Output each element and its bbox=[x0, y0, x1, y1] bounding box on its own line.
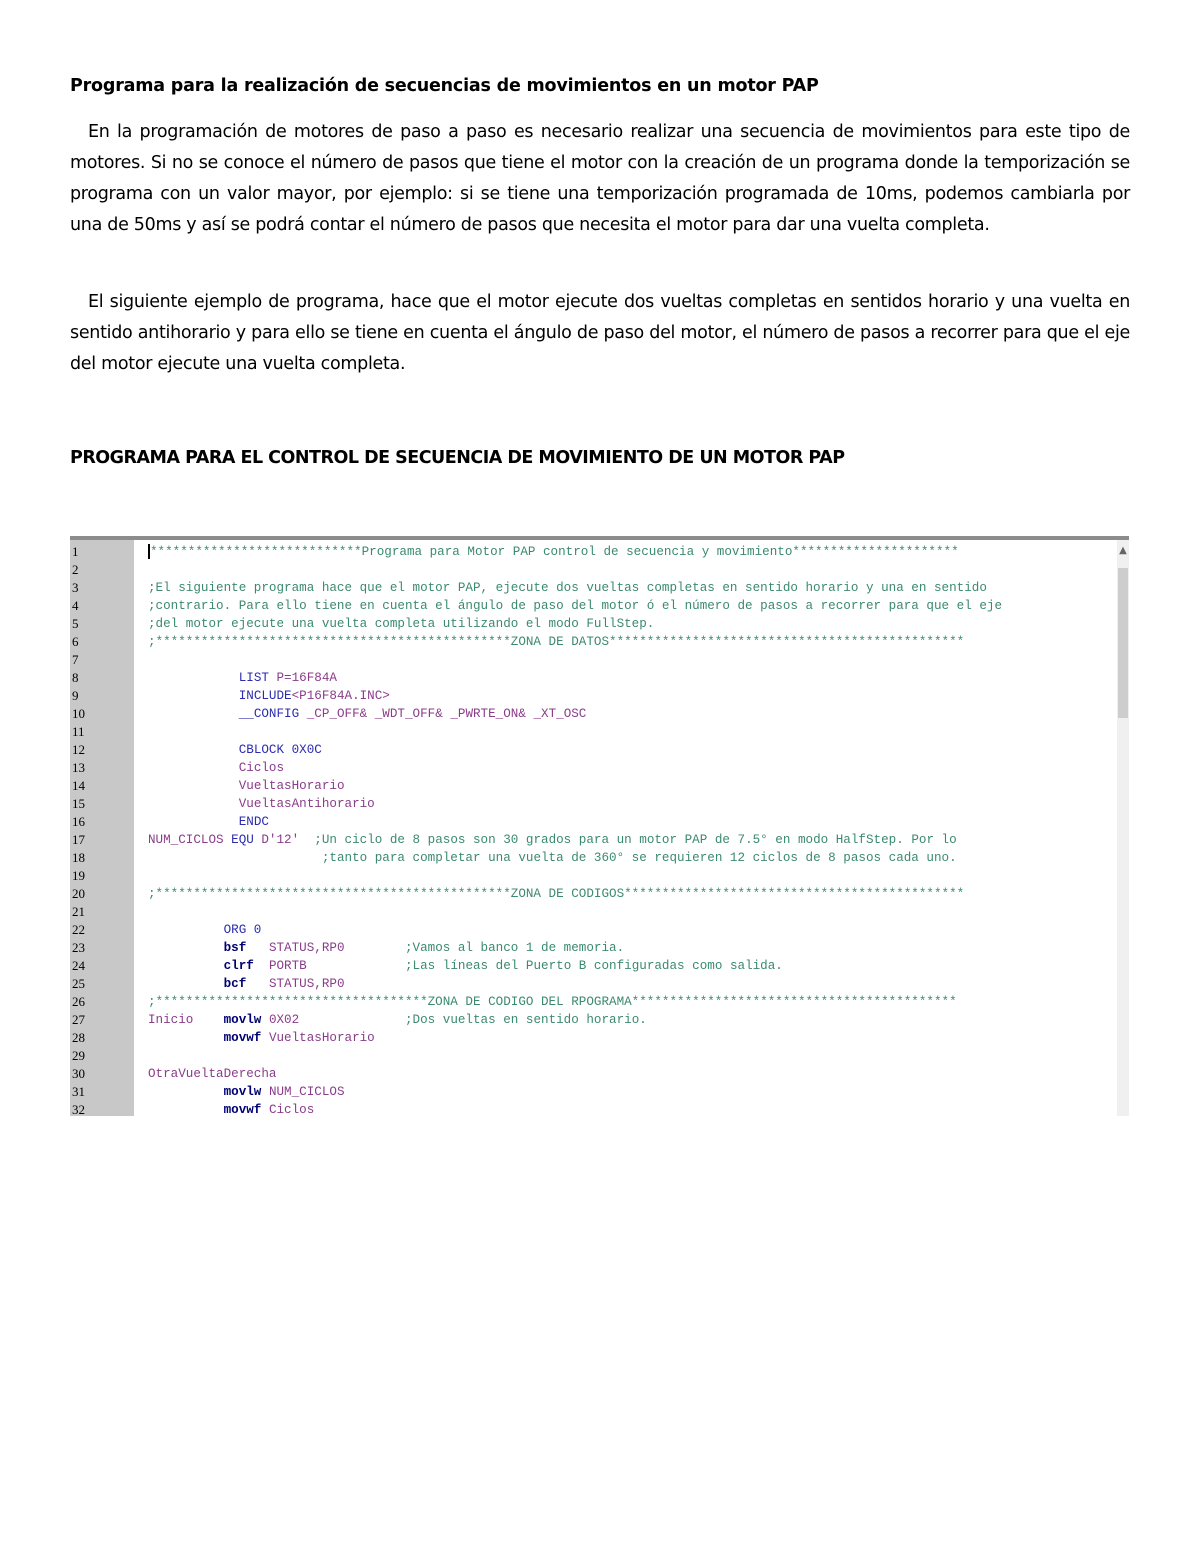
code-text bbox=[148, 615, 654, 633]
line-number: 4 bbox=[72, 598, 79, 613]
line-number: 13 bbox=[72, 760, 85, 775]
code-text bbox=[148, 669, 337, 687]
line-number: 16 bbox=[72, 814, 85, 829]
code-token: movlw bbox=[223, 1085, 269, 1099]
code-line bbox=[70, 669, 1115, 687]
line-number: 28 bbox=[72, 1030, 85, 1045]
code-line bbox=[70, 1047, 1115, 1065]
code-line bbox=[70, 705, 1115, 723]
line-number: 3 bbox=[72, 580, 79, 595]
code-token bbox=[148, 941, 224, 955]
code-token: <P16F84A.INC> bbox=[291, 689, 390, 703]
code-token: OtraVueltaDerecha bbox=[148, 1067, 277, 1081]
code-token: ;del motor ejecute una vuelta completa utilizando el modo FullStep. bbox=[148, 617, 655, 631]
code-token: LIST bbox=[238, 671, 277, 685]
code-token: ;Vamos al banco 1 de memoria. bbox=[344, 941, 625, 955]
code-text bbox=[148, 975, 345, 993]
code-line bbox=[70, 579, 1115, 597]
code-text bbox=[148, 885, 964, 903]
code-line bbox=[70, 615, 1115, 633]
code-text bbox=[148, 1065, 276, 1083]
code-token: ;***********************************************ZONA DE CODIGOS********************************************* bbox=[148, 887, 965, 901]
line-number: 21 bbox=[72, 904, 85, 919]
line-number: 22 bbox=[72, 922, 85, 937]
code-text bbox=[148, 1011, 647, 1029]
code-token bbox=[148, 959, 224, 973]
code-line bbox=[70, 885, 1115, 903]
scrollbar-thumb[interactable] bbox=[1118, 568, 1128, 718]
code-text bbox=[148, 633, 964, 651]
code-token: movwf bbox=[223, 1103, 269, 1116]
code-token: VueltasAntihorario bbox=[238, 797, 375, 811]
code-text bbox=[148, 993, 957, 1011]
code-line bbox=[70, 993, 1115, 1011]
code-line bbox=[70, 1065, 1115, 1083]
code-token: ;***********************************************ZONA DE DATOS*********************************************** bbox=[148, 635, 965, 649]
code-text bbox=[148, 543, 959, 561]
line-number: 24 bbox=[72, 958, 85, 973]
line-number: 32 bbox=[72, 1102, 85, 1116]
program-heading: PROGRAMA PARA EL CONTROL DE SECUENCIA DE MOVIMIENTO DE UN MOTOR PAP bbox=[70, 448, 845, 468]
line-number: 31 bbox=[72, 1084, 85, 1099]
code-text bbox=[148, 849, 957, 867]
code-text bbox=[148, 921, 261, 939]
code-text bbox=[148, 579, 987, 597]
code-token: ;Un ciclo de 8 pasos son 30 grados para un motor PAP de 7.5° en modo HalfStep. Por lo bbox=[299, 833, 957, 847]
code-token: STATUS,RP0 bbox=[268, 977, 345, 991]
code-token: VueltasHorario bbox=[238, 779, 345, 793]
example-paragraph: El siguiente ejemplo de programa, hace que el motor ejecute dos vueltas completas en sentidos horario y una vuelta en sentido antihorario y para ello se tiene en cuenta el ángulo de paso del motor, el número de pasos a recorrer para que el eje del motor ejecute una vuelta completa. bbox=[70, 292, 1130, 374]
code-token: ORG 0 bbox=[223, 923, 262, 937]
code-token bbox=[148, 1085, 224, 1099]
code-line bbox=[70, 849, 1115, 867]
line-number: 8 bbox=[72, 670, 79, 685]
code-line bbox=[70, 921, 1115, 939]
code-text bbox=[148, 1083, 345, 1101]
code-token bbox=[148, 977, 224, 991]
code-editor-screenshot bbox=[70, 536, 1129, 1116]
code-token: bcf bbox=[223, 977, 269, 991]
section-heading: Programa para la realización de secuencias de movimientos en un motor PAP bbox=[70, 76, 819, 96]
code-text bbox=[148, 831, 957, 849]
code-token: NUM_CICLOS bbox=[148, 833, 232, 847]
line-number: 12 bbox=[72, 742, 85, 757]
code-line bbox=[70, 1011, 1115, 1029]
line-number: 29 bbox=[72, 1048, 85, 1063]
code-token bbox=[148, 743, 239, 757]
scroll-up-icon[interactable]: ▲ bbox=[1119, 545, 1127, 556]
code-line bbox=[70, 1101, 1115, 1116]
line-number: 18 bbox=[72, 850, 85, 865]
code-token: movwf bbox=[223, 1031, 269, 1045]
line-number: 9 bbox=[72, 688, 79, 703]
line-number: 25 bbox=[72, 976, 85, 991]
code-token: NUM_CICLOS bbox=[268, 1085, 345, 1099]
line-number: 15 bbox=[72, 796, 85, 811]
code-text bbox=[148, 957, 783, 975]
code-line bbox=[70, 777, 1115, 795]
line-number: 23 bbox=[72, 940, 85, 955]
code-line bbox=[70, 795, 1115, 813]
code-token: 0X02 bbox=[268, 1013, 300, 1027]
line-number: 30 bbox=[72, 1066, 85, 1081]
line-number: 14 bbox=[72, 778, 85, 793]
code-text bbox=[148, 705, 586, 723]
code-line bbox=[70, 1029, 1115, 1047]
code-line bbox=[70, 813, 1115, 831]
code-token: ****************************Programa para Motor PAP control de secuencia y movimiento********************** bbox=[150, 545, 959, 559]
intro-paragraph: En la programación de motores de paso a paso es necesario realizar una secuencia de movimientos para este tipo de motores. Si no se conoce el número de pasos que tiene el motor con la creación de un programa donde la temporización se programa con un valor mayor, por ejemplo: si se tiene una temporización programada de 10ms, podemos cambiarla por una de 50ms y así se podrá contar el número de pasos que necesita el motor para dar una vuelta completa. bbox=[70, 122, 1130, 235]
code-line bbox=[70, 633, 1115, 651]
code-line bbox=[70, 831, 1115, 849]
code-token: Ciclos bbox=[238, 761, 285, 775]
code-text bbox=[148, 597, 1002, 615]
line-number: 2 bbox=[72, 562, 79, 577]
code-token: ;Las líneas del Puerto B configuradas como salida. bbox=[306, 959, 783, 973]
code-token: ;tanto para completar una vuelta de 360° se requieren 12 ciclos de 8 pasos cada uno. bbox=[321, 851, 957, 865]
code-token: ;Dos vueltas en sentido horario. bbox=[299, 1013, 647, 1027]
code-line bbox=[70, 975, 1115, 993]
code-line bbox=[70, 741, 1115, 759]
code-token bbox=[148, 707, 239, 721]
line-number: 1 bbox=[72, 544, 79, 559]
code-token bbox=[148, 689, 239, 703]
code-text bbox=[148, 939, 624, 957]
code-line bbox=[70, 903, 1115, 921]
vertical-scrollbar[interactable] bbox=[1117, 540, 1129, 1116]
code-line bbox=[70, 759, 1115, 777]
code-line bbox=[70, 597, 1115, 615]
code-token bbox=[148, 923, 224, 937]
code-text bbox=[148, 777, 345, 795]
code-line bbox=[70, 723, 1115, 741]
line-number: 5 bbox=[72, 616, 79, 631]
line-number: 19 bbox=[72, 868, 85, 883]
code-token: ;************************************ZONA DE CODIGO DEL RPOGRAMA******************************************* bbox=[148, 995, 957, 1009]
line-number: 10 bbox=[72, 706, 85, 721]
code-token: __CONFIG bbox=[238, 707, 307, 721]
code-token bbox=[148, 761, 239, 775]
code-token: VueltasHorario bbox=[268, 1031, 375, 1045]
code-token: EQU bbox=[231, 833, 262, 847]
code-text bbox=[148, 1029, 375, 1047]
code-token: ;El siguiente programa hace que el motor PAP, ejecute dos vueltas completas en sentido horario y una en sentido bbox=[148, 581, 987, 595]
line-number: 20 bbox=[72, 886, 85, 901]
code-line bbox=[70, 939, 1115, 957]
code-text bbox=[148, 813, 269, 831]
code-token: ;contrario. Para ello tiene en cuenta el ángulo de paso del motor ó el número de pasos a recorrer para que el eje bbox=[148, 599, 1002, 613]
code-token bbox=[148, 815, 239, 829]
code-token: bsf bbox=[223, 941, 269, 955]
code-token bbox=[148, 671, 239, 685]
code-token: D'12' bbox=[261, 833, 300, 847]
code-line bbox=[70, 543, 1115, 561]
line-number: 11 bbox=[72, 724, 85, 739]
code-token bbox=[148, 851, 322, 865]
line-number: 17 bbox=[72, 832, 85, 847]
code-token: clrf bbox=[223, 959, 269, 973]
code-line bbox=[70, 957, 1115, 975]
code-line bbox=[70, 687, 1115, 705]
code-text bbox=[148, 795, 375, 813]
code-token bbox=[148, 797, 239, 811]
code-line bbox=[70, 1083, 1115, 1101]
code-line bbox=[70, 561, 1115, 579]
code-text bbox=[148, 687, 390, 705]
line-number: 26 bbox=[72, 994, 85, 1009]
code-token: movlw bbox=[223, 1013, 269, 1027]
code-line bbox=[70, 651, 1115, 669]
code-token: Inicio bbox=[148, 1013, 224, 1027]
code-token: CBLOCK 0X0C bbox=[238, 743, 322, 757]
code-token: Ciclos bbox=[268, 1103, 315, 1116]
code-token bbox=[148, 1031, 224, 1045]
code-token: ENDC bbox=[238, 815, 269, 829]
code-token bbox=[148, 779, 239, 793]
line-number: 7 bbox=[72, 652, 79, 667]
code-token: INCLUDE bbox=[238, 689, 292, 703]
line-number: 6 bbox=[72, 634, 79, 649]
code-token: _CP_OFF& _WDT_OFF& _PWRTE_ON& _XT_OSC bbox=[306, 707, 587, 721]
code-token bbox=[148, 1103, 224, 1116]
code-text bbox=[148, 1101, 314, 1116]
code-text bbox=[148, 759, 284, 777]
code-text bbox=[148, 741, 322, 759]
code-line bbox=[70, 867, 1115, 885]
code-token: P=16F84A bbox=[276, 671, 337, 685]
code-token: PORTB bbox=[268, 959, 307, 973]
line-number: 27 bbox=[72, 1012, 85, 1027]
code-token: STATUS,RP0 bbox=[268, 941, 345, 955]
